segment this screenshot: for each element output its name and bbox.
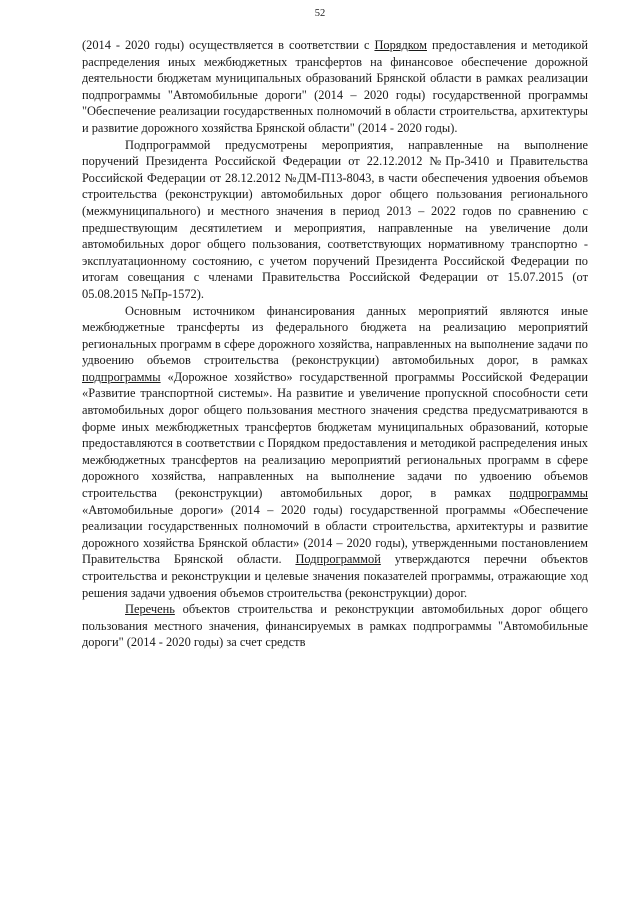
paragraph-text: Основным источником финансирования данных мероприятий являются иные межбюджетные трансферты из федерального бюджета на реализацию мероприятий региональных программ в сфере дорожного хозяйства, направленных на выполнение задачи по удвоению объемов строительства (реконструкции) автомобильных дорог, в рамках bbox=[82, 303, 588, 368]
reference-link[interactable]: Порядком bbox=[374, 38, 427, 52]
page-number: 52 bbox=[314, 8, 326, 19]
paragraph-text: «Автомобильные дороги» (2014 – 2020 годы) государственной программы «Обеспечение реализации государственных полномочий в области строительства, архитектуры и развитие дорожного хозяйства Брянской области» (2014 – 2020 годы), утвержденными постановлением Правительства Брянской области. bbox=[82, 502, 588, 567]
document-body bbox=[82, 37, 588, 651]
reference-link[interactable]: подпрограммы bbox=[82, 369, 161, 384]
paragraph-2 bbox=[82, 137, 588, 303]
paragraph-1 bbox=[82, 37, 588, 137]
reference-link[interactable]: Подпрограммой bbox=[295, 552, 381, 567]
paragraph-text: утверждаются перечни объектов строительства и реконструкции и целевые значения показателей программы, отражающие ход решения задачи удвоения объемов строительства (реконструкции) дорог. bbox=[82, 552, 588, 600]
paragraph-text: предоставления и методикой распределения иных межбюджетных трансфертов на финансовое обеспечение дорожной деятельности бюджетам муниципальных образований Брянской области в рамках реализации подпрограммы "Автомобильные дороги" (2014 – 2020 годы) государственной программы "Обеспечение реализации государственных полномочий в области строительства, архитектуры и развитие дорожного хозяйства Брянской области" (2014 - 2020 годы). bbox=[82, 38, 588, 135]
paragraph-text: «Дорожное хозяйство» государственной программы Российской Федерации «Развитие транспортной системы». На развитие и увеличение пропускной способности сети автомобильных дорог общего пользования местного значения средства предусматриваются в форме иных межбюджетных трансфертов бюджетам муниципальных образований, которые предоставляются в соответствии с Порядком предоставления и методикой распределения иных межбюджетных трансфертов на реализацию мероприятий региональных программ в сфере дорожного хозяйства, направленных на выполнение задачи по удвоению объемов строительства (реконструкции) автомобильных дорог, в рамках bbox=[82, 369, 588, 501]
paragraph-text: объектов строительства и реконструкции автомобильных дорог общего пользования местного значения, финансируемых в рамках подпрограммы "Автомобильные дороги" (2014 - 2020 годы) за счет средств bbox=[82, 602, 588, 650]
reference-link[interactable]: подпрограммы bbox=[509, 486, 588, 501]
paragraph-text: Подпрограммой предусмотрены мероприятия, направленные на выполнение поручений Президента Российской Федерации от 22.12.2012 №Пр-3410 и Правительства Российской Федерации от 28.12.2012 №ДМ-П13-8043, в части обеспечения удвоения объемов строительства (реконструкции) автомобильных дорог общего пользования регионального (межмуниципального) и местного значения в период 2013 – 2022 годов по сравнению с предшествующим десятилетием и мероприятия, направленные на увеличение доли автомобильных дорог общего пользования, соответствующих нормативному транспортно - эксплуатационному состоянию, с учетом поручений Президента Российской Федерации по итогам совещания с членами Правительства Российской Федерации от 15.07.2015 (от 05.08.2015 №Пр-1572). bbox=[82, 137, 588, 301]
reference-link[interactable]: Перечень bbox=[125, 602, 175, 617]
paragraph-3 bbox=[82, 303, 588, 602]
paragraph-text: (2014 - 2020 годы) осуществляется в соответствии с bbox=[82, 38, 375, 52]
paragraph-4 bbox=[82, 601, 588, 651]
